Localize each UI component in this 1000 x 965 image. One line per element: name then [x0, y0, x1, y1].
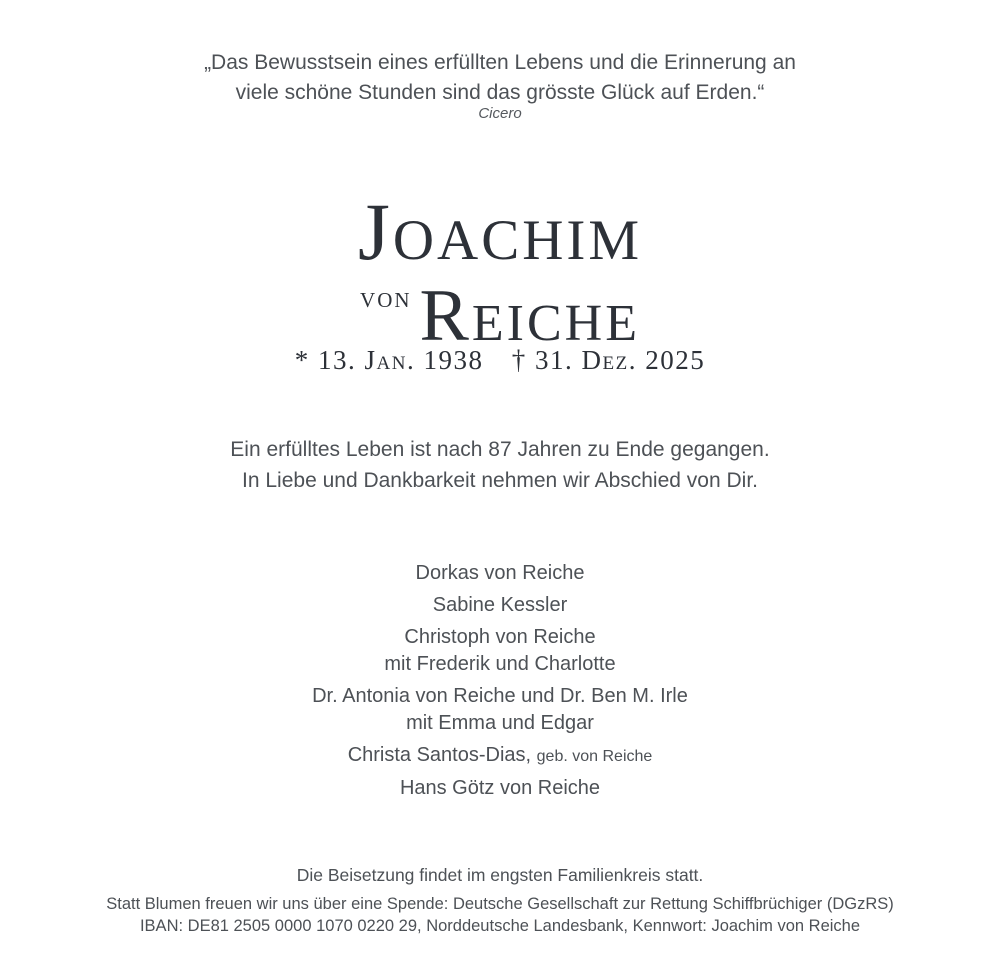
farewell-line-2: In Liebe und Dankbarkeit nehmen wir Abschied von Dir.	[242, 469, 758, 492]
birth-date: * 13. Jan. 1938	[294, 345, 484, 375]
mourner-entry	[0, 624, 1000, 678]
quote-attribution: Cicero	[478, 105, 522, 122]
donation-info	[0, 893, 1000, 937]
mourner-entry	[0, 560, 1000, 587]
mourner-maiden-name: geb. von Reiche	[536, 748, 653, 765]
mourner-name: Hans Götz von Reiche	[399, 777, 601, 799]
death-date: † 31. Dez. 2025	[511, 345, 706, 375]
mourner-name: Sabine Kessler	[432, 594, 568, 616]
mourner-entry	[0, 742, 1000, 770]
mourner-children: mit Frederik und Charlotte	[384, 653, 616, 675]
name-particle: von	[360, 281, 412, 314]
quote-line-2: viele schöne Stunden sind das grösste Glück auf Erden.“	[235, 81, 765, 104]
mourner-name: Dr. Antonia von Reiche und Dr. Ben M. Irle	[312, 685, 688, 707]
deceased-surname-line	[0, 261, 1000, 357]
iban-line: IBAN: DE81 2505 0000 1070 0220 29, Norddeutsche Landesbank, Kennwort: Joachim von Reiche	[139, 917, 861, 935]
mourner-entry	[0, 592, 1000, 619]
farewell-line-1: Ein erfülltes Leben ist nach 87 Jahren zu Ende gegangen.	[230, 438, 770, 461]
mourner-name: Christoph von Reiche	[404, 626, 596, 648]
mourners-list	[0, 560, 1000, 802]
deceased-last-name: Reiche	[419, 275, 640, 357]
deceased-first-name: Joachim	[357, 186, 643, 277]
quote-line-1: „Das Bewusstsein eines erfüllten Lebens und die Erinnerung an	[204, 51, 796, 74]
life-dates	[0, 344, 1000, 376]
mourner-entry	[0, 683, 1000, 737]
mourner-children: mit Emma und Edgar	[406, 712, 594, 734]
mourner-name: Christa Santos-Dias,	[347, 744, 532, 766]
mourner-name: Dorkas von Reiche	[415, 562, 585, 584]
funeral-notice: Die Beisetzung findet im engsten Familienkreis statt.	[296, 865, 704, 885]
donation-line: Statt Blumen freuen wir uns über eine Spende: Deutsche Gesellschaft zur Rettung Schiffbrüchiger (DGzRS)	[106, 895, 894, 913]
quote-block	[0, 48, 1000, 108]
mourner-entry	[0, 775, 1000, 802]
farewell-message	[0, 434, 1000, 496]
